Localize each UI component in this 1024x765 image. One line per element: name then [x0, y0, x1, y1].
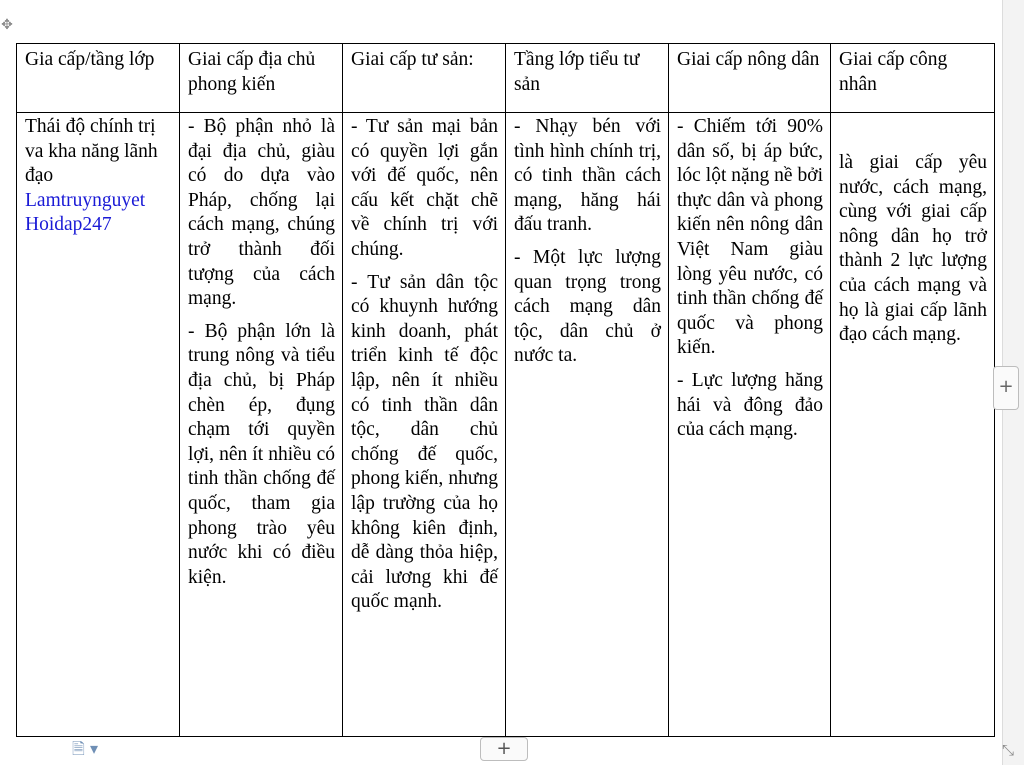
- cell-workers[interactable]: [831, 113, 995, 737]
- header-bourgeoisie[interactable]: Giai cấp tư sản:: [343, 44, 506, 113]
- add-row-button[interactable]: +: [480, 737, 528, 761]
- peasants-paragraph-1: - Chiếm tới 90% dân số, bị áp bức, lóc lột nặng nề bởi thực dân và phong kiến nên nông dân Việt Nam giàu lòng yêu nước, có tinh thần chống đế quốc và phong kiến.: [677, 116, 823, 359]
- header-landlord-class[interactable]: Giai cấp địa chủ phong kiến: [180, 44, 343, 113]
- site-credit: Hoidap247: [25, 214, 112, 236]
- workers-paragraph: là giai cấp yêu nước, cách mạng, cùng với giai cấp nông dân họ trở thành 2 lực lượng của cách mạng và họ là giai cấp lãnh đạo cách mạng.: [839, 152, 987, 346]
- class-comparison-table: [16, 43, 995, 737]
- table-resize-icon[interactable]: ⤡: [1001, 741, 1014, 759]
- cell-landlord[interactable]: [180, 113, 343, 737]
- peasants-paragraph-2: - Lực lượng hăng hái và đông đảo của cách mạng.: [677, 369, 823, 441]
- table-header-row: [17, 44, 995, 113]
- header-peasant-class[interactable]: Giai cấp nông dân: [669, 44, 831, 113]
- header-petty-bourgeoisie[interactable]: Tầng lớp tiểu tư sản: [506, 44, 669, 113]
- document-options-icon[interactable]: 🗎 ▾: [72, 739, 98, 758]
- cell-bourgeoisie[interactable]: [343, 113, 506, 737]
- author-credit: Lamtruynguyet: [25, 189, 146, 211]
- header-class-stratum[interactable]: Gia cấp/tầng lớp: [17, 44, 180, 113]
- landlord-paragraph-1: - Bộ phận nhỏ là đại địa chủ, giàu có do dựa vào Pháp, chống lại cách mạng, chúng trở thành đối tượng của cách mạng.: [188, 116, 335, 310]
- cell-petty-bourgeoisie[interactable]: [506, 113, 669, 737]
- add-column-button[interactable]: +: [993, 366, 1019, 410]
- bourgeois-paragraph-2: - Tư sản dân tộc có khuynh hướng kinh doanh, phát triển kinh tế độc lập, nên ít nhiều có tinh thần dân tộc, dân chủ chống đế quốc, phong kiến, nhưng lập trường của họ không kiên định, dễ dàng thỏa hiệp, cải lương khi đế quốc mạnh.: [351, 271, 498, 613]
- petty-bourgeois-paragraph-1: - Nhạy bén với tình hình chính trị, có tinh thần cách mạng, hăng hái đấu tranh.: [514, 116, 661, 236]
- cell-peasants[interactable]: [669, 113, 831, 737]
- cell-row-label[interactable]: [17, 113, 180, 737]
- row-label-text: Thái độ chính trị va kha năng lãnh đạo: [25, 116, 158, 187]
- table-row: [17, 113, 995, 737]
- table-move-icon[interactable]: ✥: [1, 17, 13, 33]
- petty-bourgeois-paragraph-2: - Một lực lượng quan trọng trong cách mạng dân tộc, dân chủ ở nước ta.: [514, 246, 661, 367]
- bourgeois-paragraph-1: - Tư sản mại bản có quyền lợi gắn với đế quốc, nên cấu kết chặt chẽ về chính trị với chúng.: [351, 116, 498, 260]
- landlord-paragraph-2: - Bộ phận lớn là trung nông và tiểu địa chủ, bị Pháp chèn ép, đụng chạm tới quyền lợi, nên ít nhiều có tinh thần chống đế quốc, tham gia phong trào yêu nước khi có điều kiện.: [188, 320, 335, 588]
- header-worker-class[interactable]: Giai cấp công nhân: [831, 44, 995, 113]
